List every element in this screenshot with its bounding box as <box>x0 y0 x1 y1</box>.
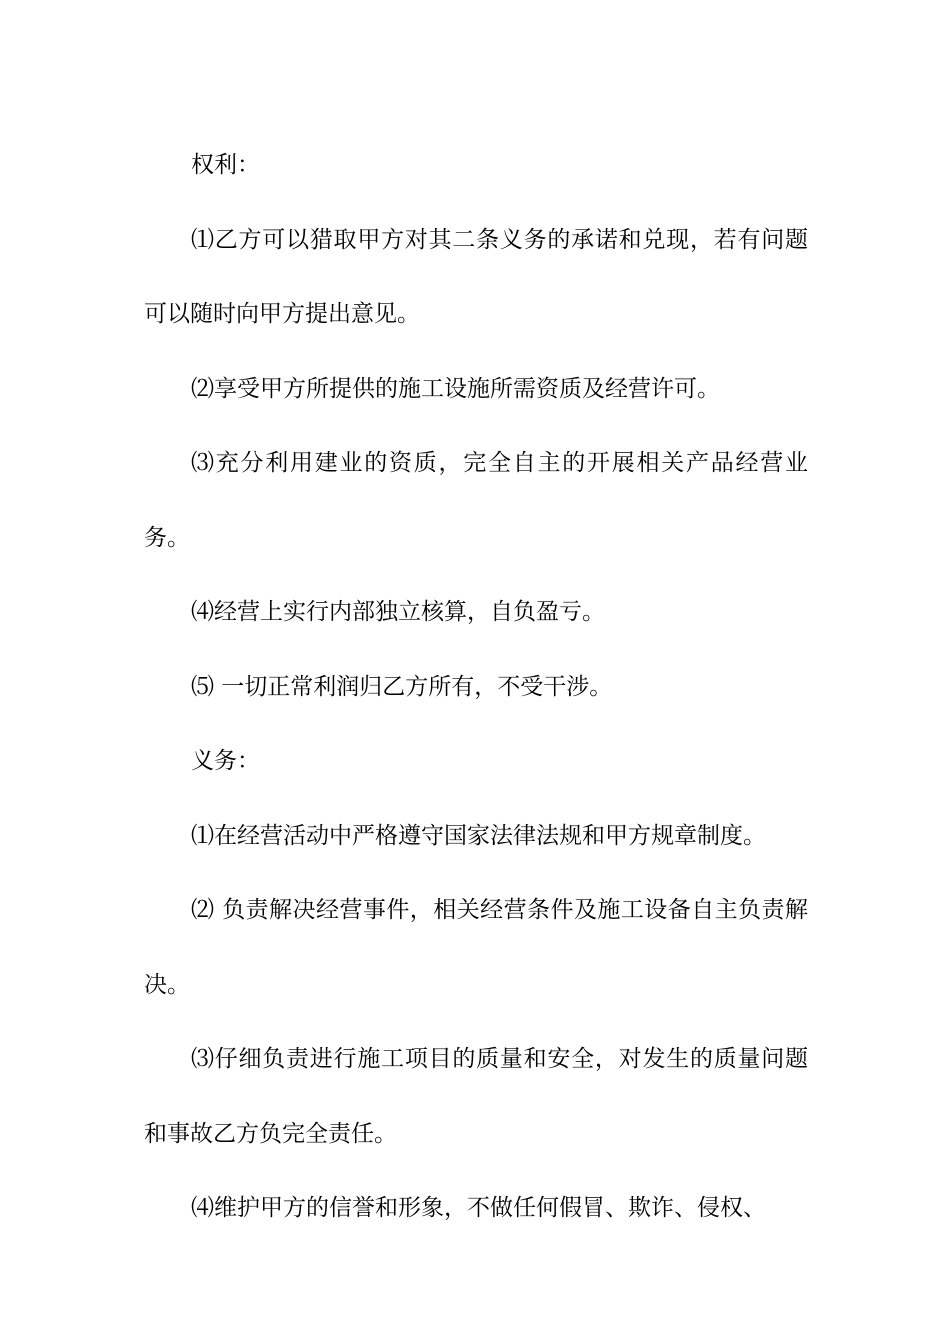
rights-item-1: ⑴乙方可以猎取甲方对其二条义务的承诺和兑现，若有问题可以随时向甲方提出意见。 <box>144 226 808 327</box>
obligations-item-1: ⑴在经营活动中严格遵守国家法律法规和甲方规章制度。 <box>191 822 766 849</box>
obligations-item-3: ⑶仔细负责进行施工项目的质量和安全，对发生的质量问题和事故乙方负完全责任。 <box>144 1046 808 1147</box>
obligations-item-4: ⑷维护甲方的信誉和形象，不做任何假冒、欺诈、侵权、 <box>191 1195 766 1221</box>
rights-item-5: ⑸ 一切正常利润归乙方所有，不受干涉。 <box>191 673 613 700</box>
document-body <box>144 128 808 1246</box>
obligations-item-2: ⑵ 负责解决经营事件，相关经营条件及施工设备自主负责解决。 <box>144 897 808 998</box>
heading-obligations: 义务： <box>191 748 260 774</box>
rights-item-2: ⑵享受甲方所提供的施工设施所需资质及经营许可。 <box>191 375 720 402</box>
heading-rights: 权利： <box>191 152 260 178</box>
rights-item-4: ⑷经营上实行内部独立核算，自负盈亏。 <box>191 599 605 625</box>
rights-item-3: ⑶充分利用建业的资质，完全自主的开展相关产品经营业务。 <box>144 450 808 551</box>
